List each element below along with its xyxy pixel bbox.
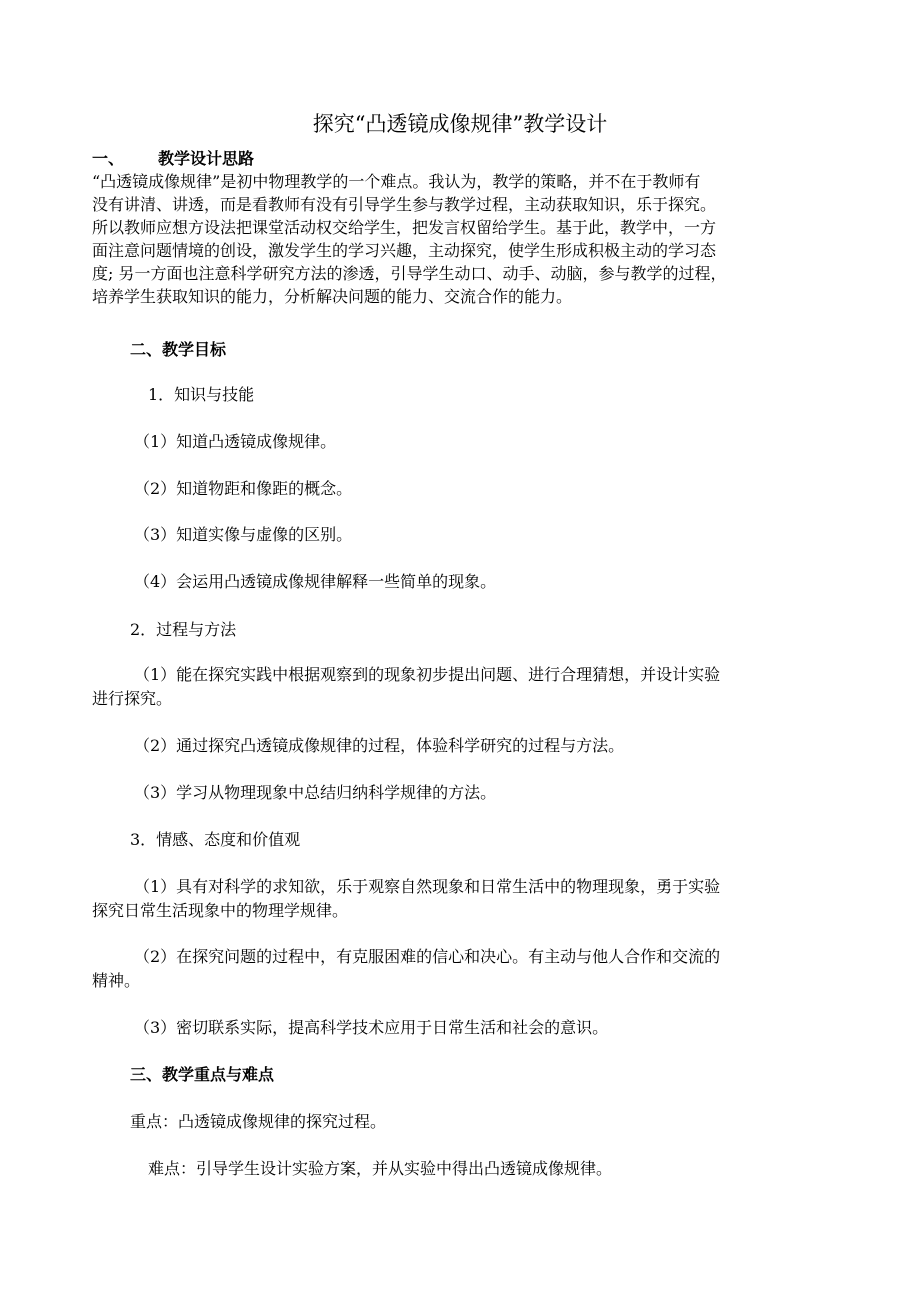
section-1-line: 度; 另一方面也注意科学研究方法的渗透，引导学生动口、动手、动脑，参与教学的过程，: [92, 264, 727, 283]
goal-1-item: （2）知道物距和像距的概念。: [134, 479, 353, 498]
section-1-line: 所以教师应想方设法把课堂活动权交给学生，把发言权留给学生。基于此，教学中，一方: [92, 218, 717, 237]
goal-3-item: （2）在探究问题的过程中，有克服困难的信心和决心。有主动与他人合作和交流的: [134, 947, 721, 966]
goal-2-item: （2）通过探究凸透镜成像规律的过程，体验科学研究的过程与方法。: [134, 736, 625, 755]
goal-3-item-continued: 探究日常生活现象中的物理学规律。: [92, 901, 349, 920]
goal-1-heading: 1．知识与技能: [148, 385, 255, 404]
key-point: 重点：凸透镜成像规律的探究过程。: [130, 1112, 387, 1131]
section-1-heading: 教学设计思路: [158, 149, 255, 168]
section-1-line: “凸透镜成像规律”是初中物理教学的一个难点。我认为，教学的策略，并不在于教师有: [92, 172, 701, 191]
goal-3-heading: 3．情感、态度和价值观: [130, 830, 301, 849]
section-1-line: 面注意问题情境的创设，激发学生的学习兴趣，主动探究，使学生形成积极主动的学习态: [92, 241, 717, 260]
section-2-heading: 二、教学目标: [130, 340, 227, 359]
goal-2-item: （3）学习从物理现象中总结归纳科学规律的方法。: [134, 783, 497, 802]
goal-1-item: （3）知道实像与虚像的区别。: [134, 525, 353, 544]
document-title: 探究“凸透镜成像规律”教学设计: [312, 112, 608, 136]
goal-2-item: （1）能在探究实践中根据观察到的现象初步提出问题、进行合理猜想，并设计实验: [134, 665, 721, 684]
goal-2-item-continued: 进行探究。: [92, 689, 173, 708]
goal-1-item: （4）会运用凸透镜成像规律解释一些简单的现象。: [134, 572, 497, 591]
goal-3-item-continued: 精神。: [92, 971, 141, 990]
goal-1-item: （1）知道凸透镜成像规律。: [134, 432, 337, 451]
goal-3-item: （3）密切联系实际，提高科学技术应用于日常生活和社会的意识。: [134, 1018, 609, 1037]
section-1-line: 培养学生获取知识的能力，分析解决问题的能力、交流合作的能力。: [92, 287, 573, 306]
section-1-number: 一、: [92, 149, 125, 168]
section-3-heading: 三、教学重点与难点: [130, 1065, 275, 1084]
difficult-point: 难点：引导学生设计实验方案，并从实验中得出凸透镜成像规律。: [148, 1159, 613, 1178]
section-1-line: 没有讲清、讲透，而是看教师有没有引导学生参与教学过程，主动获取知识，乐于探究。: [92, 195, 717, 214]
goal-2-heading: 2．过程与方法: [130, 620, 237, 639]
goal-3-item: （1）具有对科学的求知欲，乐于观察自然现象和日常生活中的物理现象，勇于实验: [134, 877, 721, 896]
